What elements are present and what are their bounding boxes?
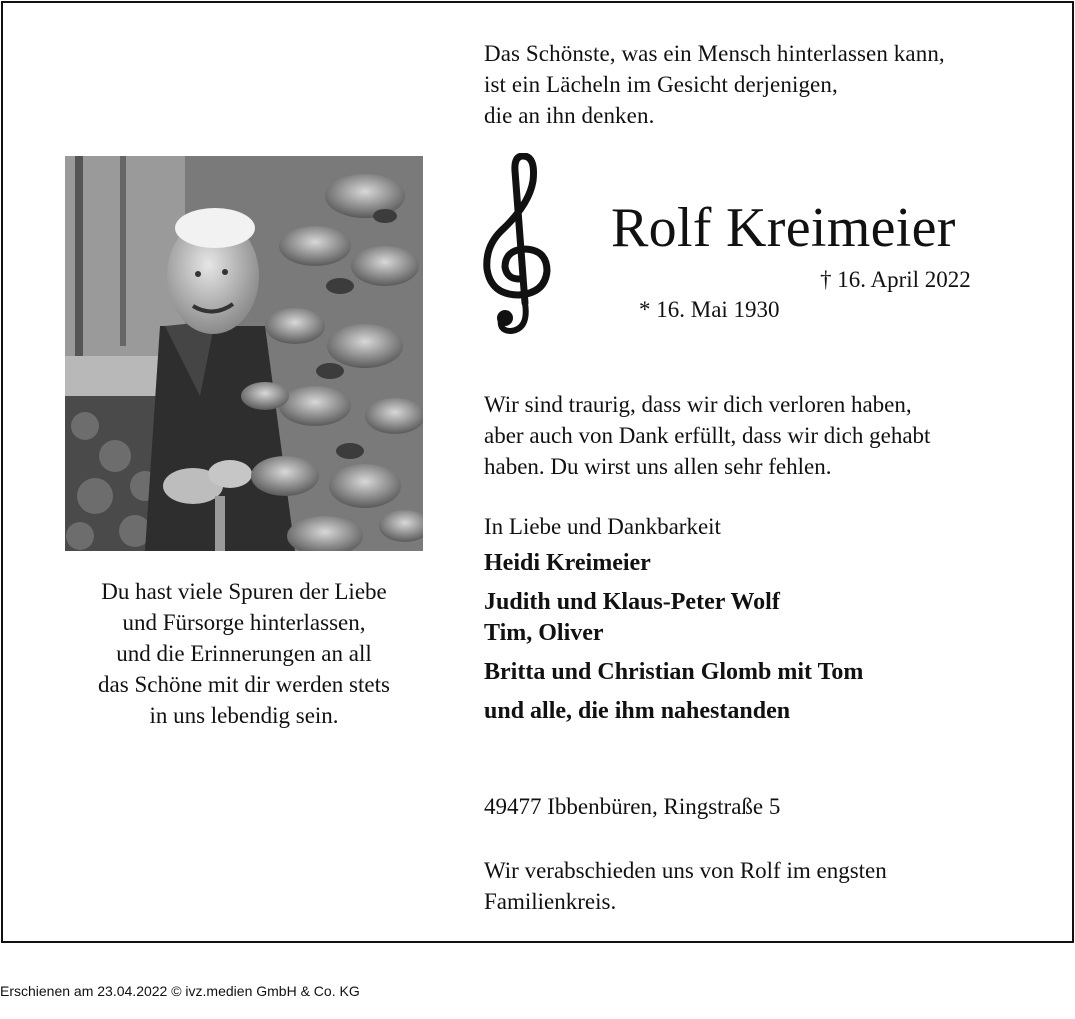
verse-line: und die Erinnerungen an all xyxy=(116,641,372,666)
treble-clef-icon xyxy=(481,153,559,339)
gratitude-line: In Liebe und Dankbarkeit xyxy=(484,514,721,539)
sorrow-line: haben. Du wirst uns allen sehr fehlen. xyxy=(484,454,832,479)
mourners-list xyxy=(484,548,863,727)
farewell-line: Wir verabschieden uns von Rolf im engsten xyxy=(484,858,887,883)
portrait-photo-graphic xyxy=(65,156,423,551)
verse-line: und Fürsorge hinterlassen, xyxy=(122,610,366,635)
mourner: Britta und Christian Glomb mit Tom xyxy=(484,659,864,685)
sorrow-line: Wir sind traurig, dass wir dich verloren haben, xyxy=(484,392,912,417)
birth-date: * 16. Mai 1930 xyxy=(639,297,780,322)
quote-line: Das Schönste, was ein Mensch hinterlassen kann, xyxy=(484,41,945,66)
sorrow-line: aber auch von Dank erfüllt, dass wir dich gehabt xyxy=(484,423,931,448)
farewell-line: Familienkreis. xyxy=(484,889,617,914)
farewell-text xyxy=(484,855,1004,917)
quote-line: ist ein Lächeln im Gesicht derjenigen, xyxy=(484,72,838,97)
opening-quote xyxy=(484,38,1064,131)
deceased-name: Rolf Kreimeier xyxy=(611,197,956,259)
mourner: Heidi Kreimeier xyxy=(484,550,651,576)
verse-line: Du hast viele Spuren der Liebe xyxy=(101,579,387,604)
publication-footer: Erschienen am 23.04.2022 © ivz.medien GmbH & Co. KG xyxy=(0,983,360,999)
obituary-notice xyxy=(1,1,1074,943)
mourning-address: 49477 Ibbenbüren, Ringstraße 5 xyxy=(484,794,781,819)
portrait-photo xyxy=(65,156,423,551)
mourner: Judith und Klaus-Peter Wolf xyxy=(484,589,780,615)
life-dates xyxy=(616,265,971,385)
verse-line: das Schöne mit dir werden stets xyxy=(98,672,390,697)
memorial-verse xyxy=(43,576,445,731)
mourner: Tim, Oliver xyxy=(484,620,604,646)
mourner: und alle, die ihm nahestanden xyxy=(484,698,791,724)
quote-line: die an ihn denken. xyxy=(484,103,655,128)
sorrow-text xyxy=(484,389,1014,482)
death-date: † 16. April 2022 xyxy=(820,267,971,292)
verse-line: in uns lebendig sein. xyxy=(149,703,339,728)
